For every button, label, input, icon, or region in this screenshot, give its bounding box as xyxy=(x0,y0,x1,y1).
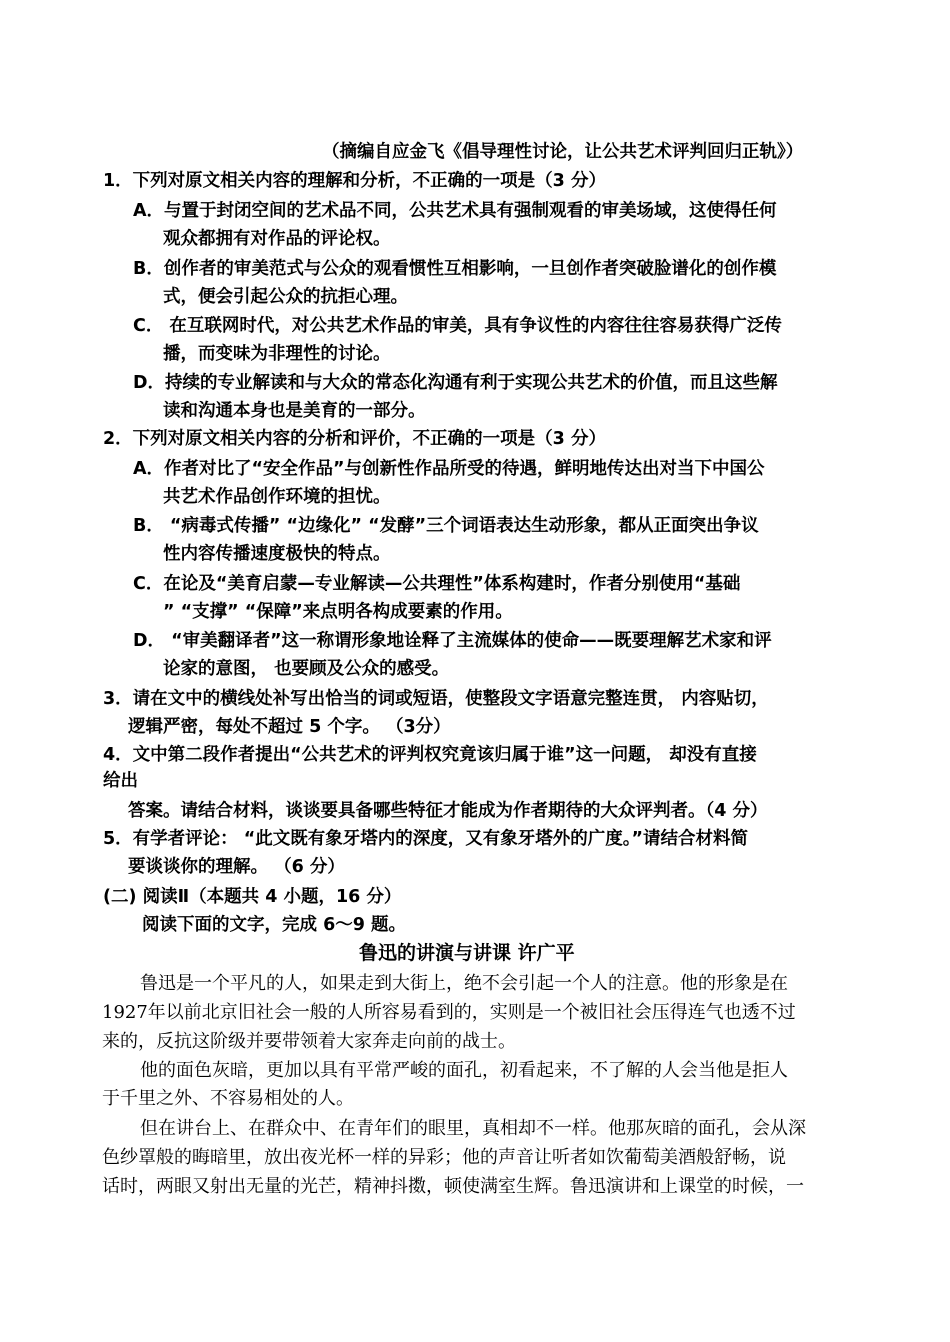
question-1-option-b-cont: 式，便会引起公众的抗拒心理。 xyxy=(163,287,408,307)
question-5-cont: 要谈谈你的理解。 （6 分） xyxy=(128,857,345,877)
question-1-option-a: A．与置于封闭空间的艺术品不同，公共艺术具有强制观看的审美场域，这使得任何 xyxy=(133,201,777,221)
section-instruction: 阅读下面的文字，完成 6～9 题。 xyxy=(142,915,407,935)
question-2-option-d: D． “审美翻译者”这一称谓形象地诠释了主流媒体的使命——既要理解艺术家和评 xyxy=(133,631,772,651)
question-4: 4．文中第二段作者提出“公共艺术的评判权究竟该归属于谁”这一问题， 却没有直接 xyxy=(103,745,757,765)
question-1-option-d-cont: 读和沟通本身也是美育的一部分。 xyxy=(163,401,426,421)
article-paragraph-1-cont: 1927年以前北京旧社会一般的人所容易看到的，实则是一个被旧社会压得连气也透不过 xyxy=(102,1002,796,1023)
question-1-option-a-cont: 观众都拥有对作品的评论权。 xyxy=(163,229,391,249)
source-citation: （摘编自应金飞《倡导理性讨论，让公共艺术评判回归正轨》） xyxy=(322,142,804,162)
question-2-option-d-cont: 论家的意图， 也要顾及公众的感受。 xyxy=(163,659,450,679)
article-paragraph-3: 但在讲台上、在群众中、在青年们的眼里，真相却不一样。他那灰暗的面孔，会从深 xyxy=(140,1118,806,1139)
question-1-option-b: B．创作者的审美范式与公众的观看惯性互相影响，一旦创作者突破脸谱化的创作模 xyxy=(133,259,777,279)
question-2-option-a-cont: 共艺术作品创作环境的担忧。 xyxy=(163,487,391,507)
question-2-option-b: B． “病毒式传播” “边缘化” “发酵”三个词语表达生动形象，都从正面突出争议 xyxy=(133,516,759,536)
question-4-cont-2: 答案。请结合材料，谈谈要具备哪些特征才能成为作者期待的大众评判者。（4 分） xyxy=(128,801,768,821)
article-title: 鲁迅的讲演与讲课 许广平 xyxy=(359,942,575,964)
question-4-cont: 给出 xyxy=(103,771,138,791)
article-paragraph-3-cont-2: 话时，两眼又射出无量的光芒，精神抖擞，顿使满室生辉。鲁迅演讲和上课堂的时候，一 xyxy=(102,1176,804,1197)
question-1-option-d: D．持续的专业解读和与大众的常态化沟通有利于实现公共艺术的价值，而且这些解 xyxy=(133,373,778,393)
question-3-cont: 逻辑严密，每处不超过 5 个字。 （3分） xyxy=(128,717,451,737)
question-1-stem: 1．下列对原文相关内容的理解和分析，不正确的一项是（3 分） xyxy=(103,171,606,191)
question-1-option-c-cont: 播，而变味为非理性的讨论。 xyxy=(163,344,391,364)
question-2-stem: 2．下列对原文相关内容的分析和评价，不正确的一项是（3 分） xyxy=(103,429,606,449)
question-2-option-b-cont: 性内容传播速度极快的特点。 xyxy=(163,544,391,564)
question-2-option-a: A．作者对比了“安全作品”与创新性作品所受的待遇，鲜明地传达出对当下中国公 xyxy=(133,459,765,479)
article-paragraph-1: 鲁迅是一个平凡的人，如果走到大街上，绝不会引起一个人的注意。他的形象是在 xyxy=(140,973,788,994)
article-paragraph-2-cont: 于千里之外、不容易相处的人。 xyxy=(102,1088,354,1109)
section-heading: (二) 阅读Ⅱ（本题共 4 小题，16 分） xyxy=(103,887,402,907)
question-3: 3．请在文中的横线处补写出恰当的词或短语，使整段文字语意完整连贯， 内容贴切， xyxy=(103,689,769,709)
article-paragraph-1-cont-2: 来的，反抗这阶级并要带领着大家奔走向前的战士。 xyxy=(102,1031,516,1052)
question-1-option-c: C． 在互联网时代，对公共艺术作品的审美，具有争议性的内容往往容易获得广泛传 xyxy=(133,316,782,336)
article-paragraph-2: 他的面色灰暗，更加以具有平常严峻的面孔，初看起来，不了解的人会当他是拒人 xyxy=(140,1060,788,1081)
question-2-option-c-cont: ” “支撑” “保障”来点明各构成要素的作用。 xyxy=(163,602,513,622)
question-2-option-c: C．在论及“美育启蒙—专业解读—公共理性”体系构建时，作者分别使用“基础 xyxy=(133,574,741,594)
article-paragraph-3-cont: 色纱罩般的晦暗里，放出夜光杯一样的异彩；他的声音让听者如饮葡萄美酒般舒畅，说 xyxy=(102,1147,786,1168)
question-5: 5．有学者评论： “此文既有象牙塔内的深度，又有象牙塔外的广度。”请结合材料简 xyxy=(103,829,749,849)
